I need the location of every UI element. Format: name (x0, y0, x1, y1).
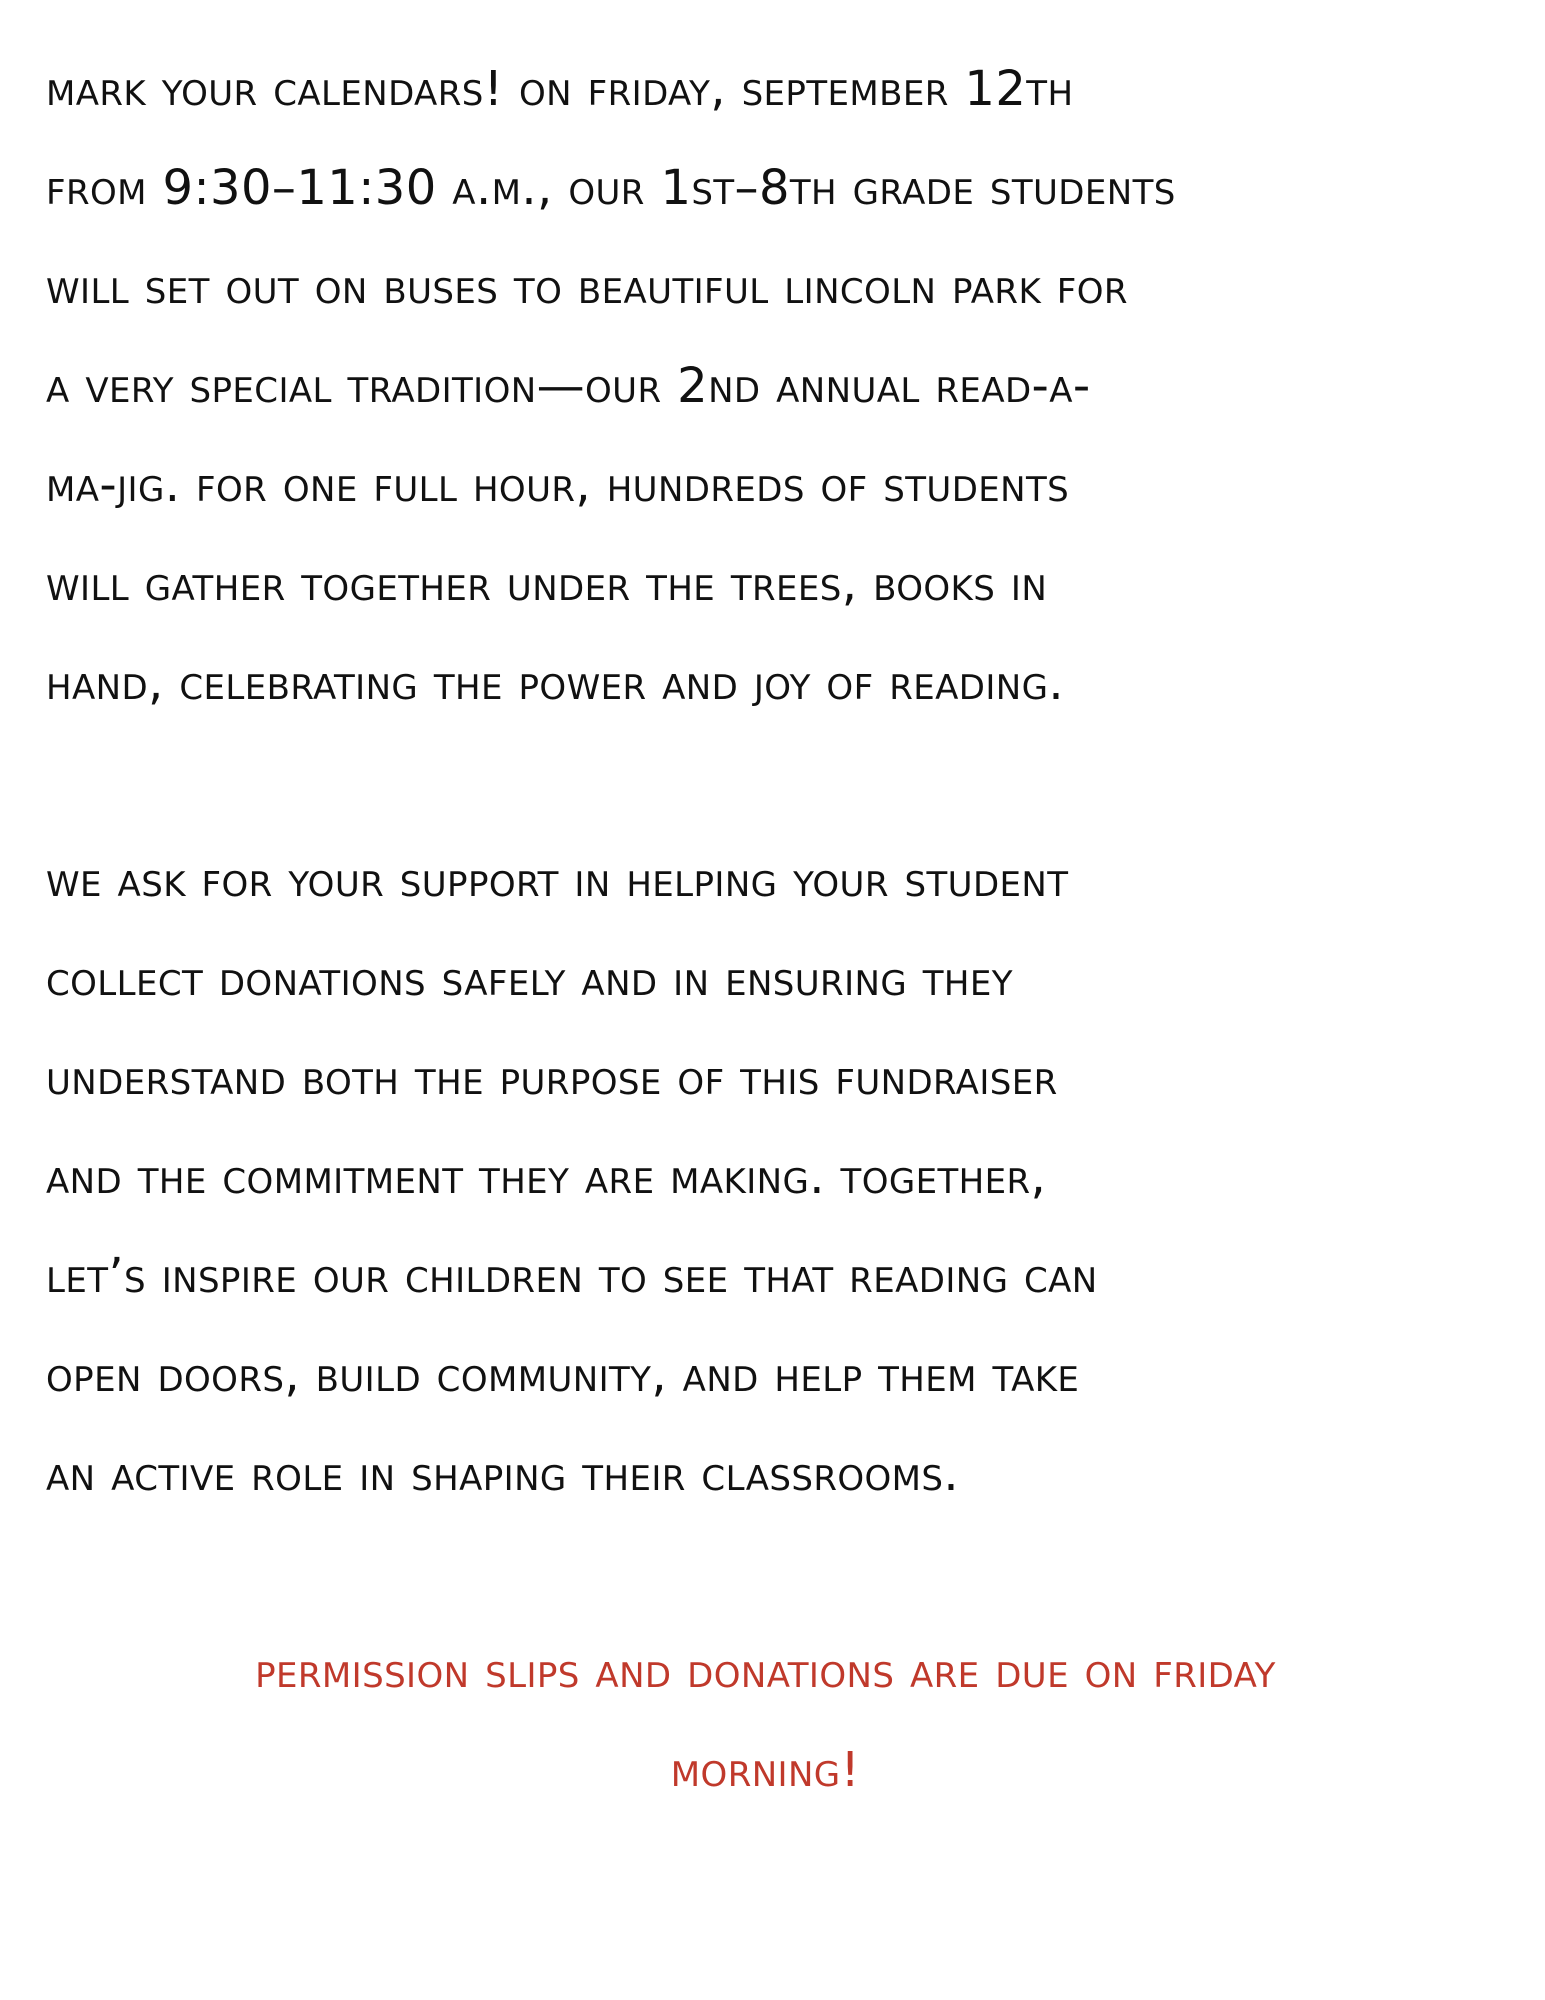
deadline-notice: permission slips and donations are due on friday morning! (255, 1643, 1276, 1798)
paragraph-event-details: mark your calendars! on friday, september 12th from 9:30–11:30 a.m., our 1st–8th grade students will set out on buses to beautiful lincoln park for a very special tradition—our 2nd annual read-a- ma-jig. for one full hour, hundreds of students will gather together under the trees, books in hand, celebrating the power and joy of reading. (46, 61, 1176, 711)
paragraph-parent-support: we ask for your support in helping your student collect donations safely and in ensuring they understand both the purpose of this fundraiser and the commitment they are making. together, let’s inspire our children to see that reading can open doors, build community, and help them take an active role in shaping their classrooms. (46, 852, 1098, 1502)
